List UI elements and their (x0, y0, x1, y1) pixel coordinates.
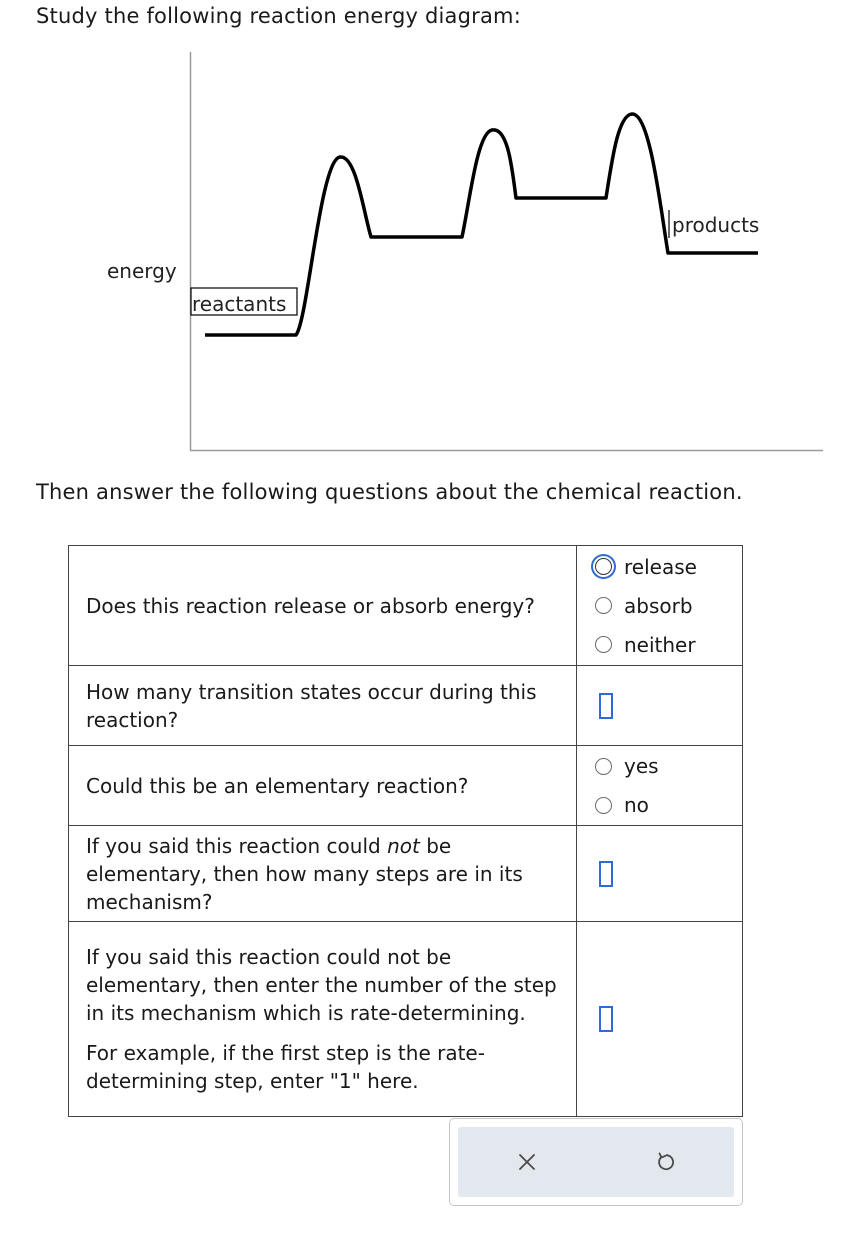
question-cell (69, 546, 577, 666)
toolbar-inner (458, 1127, 734, 1197)
radio-absorb[interactable] (595, 597, 612, 614)
radio-neither[interactable] (595, 636, 612, 653)
x-icon (516, 1151, 538, 1173)
followup-text: Then answer the following questions about the chemical reaction. (36, 480, 743, 504)
question-table (68, 545, 743, 1117)
step-count-input[interactable] (599, 861, 613, 887)
option-no[interactable] (595, 786, 742, 825)
option-label: no (624, 793, 649, 817)
question-step-count (86, 832, 560, 916)
answer-cell (577, 826, 743, 922)
question-text: If you said this reaction could (86, 833, 388, 858)
question-text: be elementary, then how many steps are in its mechanism? (86, 833, 523, 914)
question-cell (69, 922, 577, 1117)
question-cell (69, 746, 577, 826)
radio-yes[interactable] (595, 758, 612, 775)
question-cell (69, 826, 577, 922)
option-yes[interactable] (595, 747, 742, 786)
undo-icon (653, 1150, 677, 1174)
reset-button[interactable] (596, 1127, 734, 1197)
transition-states-input[interactable] (599, 693, 613, 719)
option-label: neither (624, 632, 696, 657)
table-row (69, 666, 743, 746)
answer-cell (577, 666, 743, 746)
energy-diagram (0, 0, 860, 470)
question-transition-states: How many transition states occur during this reaction? (86, 679, 537, 732)
table-row (69, 826, 743, 922)
intro-text: Study the following reaction energy diagram: (36, 4, 521, 28)
question-cell (69, 666, 577, 746)
answer-cell (577, 746, 743, 826)
table-row (69, 922, 743, 1117)
option-label: release (624, 554, 697, 579)
option-label: absorb (624, 593, 693, 618)
option-label: yes (624, 754, 659, 778)
reactants-label: reactants (192, 292, 287, 316)
energy-axis-label: energy (107, 259, 177, 283)
table-row (69, 546, 743, 666)
option-absorb[interactable] (595, 586, 742, 625)
emphasis-text: not (387, 833, 420, 858)
question-elementary: Could this be an elementary reaction? (86, 773, 469, 798)
radio-release[interactable] (595, 558, 612, 575)
table-row (69, 746, 743, 826)
answer-cell (577, 922, 743, 1117)
products-label: products (672, 213, 760, 237)
clear-button[interactable] (458, 1127, 596, 1197)
answer-cell (577, 546, 743, 666)
option-neither[interactable] (595, 625, 742, 664)
question-rate-determining: If you said this reaction could not be elementary, then enter the number of the step in its mechanism which is rate-determining. (86, 945, 557, 1025)
question-example: For example, if the first step is the rate-determining step, enter "1" here. (86, 1041, 485, 1093)
radio-no[interactable] (595, 797, 612, 814)
option-release[interactable] (595, 547, 742, 586)
rate-determining-input[interactable] (599, 1006, 613, 1032)
answer-toolbar (449, 1118, 743, 1206)
question-release-absorb: Does this reaction release or absorb energy? (86, 593, 535, 618)
